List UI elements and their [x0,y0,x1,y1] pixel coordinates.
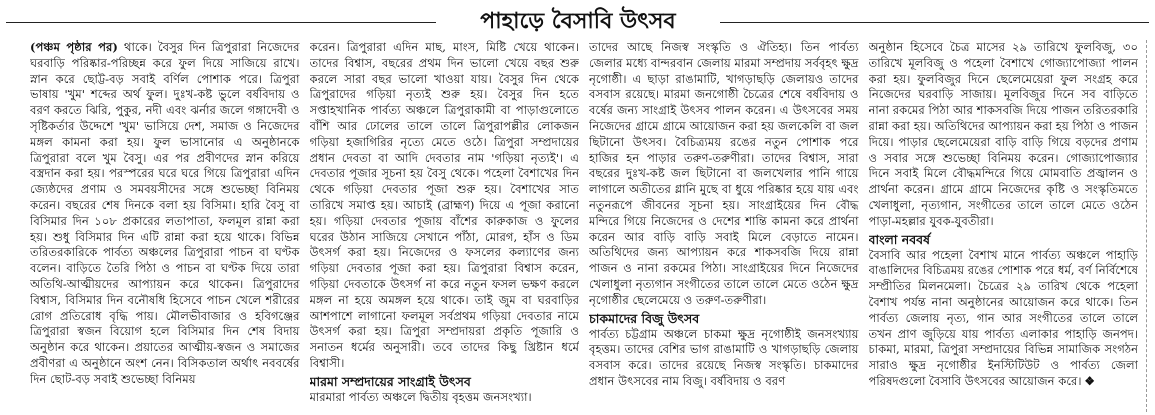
article-column-3 [589,40,859,412]
column-4-text-2: বৈসাবি আর পহেলা বৈশাখ মানে পার্বত্য অঞ্চলে পাহাড়ি বাঙালিদের বিচিত্রময় রঙের পোশাক পরে ধর্ম, বর্ণ নির্বিশেষে সম্প্রীতির মিলনমেলা। চৈত্রের ২৯ তারিখ থেকে পহেলা বৈশাখ পর্যন্ত নানা অনুষ্ঠানের আয়োজন করে থাকে। তিন পার্বত্য জেলায় নৃত্য, গান আর সংগীতের তালে তালে তখন প্রাণ জুড়িয়ে যায় পার্বত্য এলাকার পাহাড়ি জনপদ। চাকমা, মারমা, ত্রিপুরা সম্প্রদায়ের বিভিন্ন সামাজিক সংগঠন সারাও ক্ষুদ্র নৃগোষ্ঠীর ইনস্টিটিউট ও পার্বত্য জেলা পরিষদগুলো বৈসাবি উৎসবের আয়োজন করে। [868,247,1138,388]
column-1-text: থাকে। বৈসুর দিন ত্রিপুরারা নিজেদের ঘরবাড়ি পরিষ্কার-পরিচ্ছন্ন করে ফুল দিয়ে সাজিয়ে রাখে। স্নান করে ছোট্ট-বড় সবাই বর্ণিল পোশাক পরে। ত্রিপুরা ভাষায় 'খুম' শব্দের অর্থ ফুল। দুঃখ-কষ্ট ভুলে বর্ষবিদায় ও বরণ করতে ঝিরি, পুকুর, নদী এবং ঝর্নার জলে গঙ্গাদেবী ও সৃষ্টিকর্তার উদ্দেশে 'খুম' ভাসিয়ে দেশ, সমাজ ও নিজেদের মঙ্গল কামনা করা হয়। ফুল ভাসানোর এ অনুষ্ঠানকে ত্রিপুরারা বলে খুম বৈসু। এর পর প্রবীণদের স্নান করিয়ে বস্ত্রদান করা হয়। পরস্পরের ঘরে ঘরে গিয়ে ত্রিপুরারা এদিন জ্যেষ্ঠদের প্রণাম ও সমবয়সীদের সঙ্গে শুভেচ্ছা বিনিময় করেন। বছরের শেষ দিনকে বলা হয় বিসিমা। হারি বৈসু বা বিসিমার দিন ১০৮ প্রকারের লতাপাতা, ফলমূল রান্না করা হয়। শুধু বিসিমার দিন এটি রান্না করা হয়ে থাকে। বিভিন্ন তরিতরকারিকে পার্বত্য অঞ্চলের ত্রিপুরারা পাচন বা ঘণ্টক বলেন। বাড়িতে তৈরি পিঠা ও পাচন বা ঘণ্টক দিয়ে তারা অতিথি-আত্মীয়দের আপ্যায়ন করে থাকেন। ত্রিপুরাদের বিশ্বাস, বিসিমার দিন বনৌষধি হিসেবে পাচন খেলে শরীরের রোগ প্রতিরোধ বৃদ্ধি পায়। মৌলভীবাজার ও হবিগঞ্জের ত্রিপুরারা স্বজন বিয়োগ হলে বিসিমার দিন শেষ বিদায় অনুষ্ঠান করে থাকেন। প্রয়াতের আত্মীয়-স্বজন ও সমাজের প্রবীণরা এ অনুষ্ঠানে অংশ নেন। বিসিকতাল অর্থাৎ নববর্ষের দিন ছোট-বড় সবাই শুভেচ্ছা বিনিময় [30,40,300,386]
column-3-paragraph-2: পার্বত্য চট্টগ্রাম অঞ্চলে চাকমা ক্ষুদ্র নৃগোষ্ঠীই জনসংখ্যায় বৃহত্তম। তাদের বেশির ভাগ রাঙামাটি ও খাগড়াছড়ি জেলায় বসবাস করে। তাদের রয়েছে নিজস্ব সংস্কৃতি। চাকমাদের প্রধান উৎসবের নাম বিজু। বর্ষবিদায় ও বরণ [589,326,859,388]
article-end-icon: ❖ [1084,373,1095,388]
column-2-paragraph: করেন। ত্রিপুরারা এদিন মাছ, মাংস, মিষ্টি খেয়ে থাকেন। তাদের বিশ্বাস, বছরের প্রথম দিন ভালো খেয়ে বছর শুরু করলে সারা বছর ভালো খাওয়া যায়। বৈসুর দিন থেকে ত্রিপুরাদের গড়িয়া নৃত্যই শুরু হয়। বৈসুর দিন হতে সপ্তাহখানিক পার্বত্য অঞ্চলে ত্রিপুরাকামী বা পাড়াগুলোতে বাঁশি আর ঢোলের তালে তালে ত্রিপুরাপল্লীর লোকজন গড়িয়া হজাগিরির নৃত্যে মেতে ওঠে। ত্রিপুরা সম্প্রদায়ের প্রধান দেবতা বা আদি দেবতার নাম 'গড়িয়া নৃত্যই'। এ দেবতার পূজার সূচনা হয় বৈসু থেকে। পহেলা বৈশাখের দিন থেকে গড়িয়া দেবতার পূজা শুরু হয়। বৈশাখের সাত তারিখে সমাপ্ত হয়। আচাই (ব্রাহ্মণ) দিয়ে এ পূজা করানো হয়। গড়িয়া দেবতার পূজায় বাঁশের কারুকাজ ও ফুলের ঘরের উঠান সাজিয়ে সেখানে পাঁঠা, মোরগ, হাঁস ও ডিম উৎসর্গ করা হয়। নিজেদের ও ফসলের কল্যাণের জন্য গড়িয়া দেবতার পূজা করা হয়। ত্রিপুরারা বিশ্বাস করেন, গড়িয়া দেবতাকে উৎসর্গ না করে নতুন ফসল ভক্ষণ করলে মঙ্গল না হয়ে অমঙ্গল হয়ে থাকে। তাই জুম বা ঘরবাড়ির আশপাশে লাগানো ফলমূল সর্বপ্রথম গড়িয়া দেবতার নামে উৎসর্গ করা হয়। ত্রিপুরা সম্প্রদায়রা প্রকৃতি পূজারি ও সনাতন ধর্মের অনুসারী। তবে তাদের কিছু খ্রিষ্টান ধর্মে বিশ্বাসী। [309,40,579,370]
subhead-marma-sangrai: মারমা সম্প্রদায়ের সাংগ্রাই উৎসব [309,373,471,389]
column-4-paragraph-2 [869,248,1139,390]
headline-rule-left [6,22,436,23]
subhead-bangla-new-year: বাংলা নববর্ষ [868,231,931,247]
article-headline: পাহাড়ে বৈসাবি উৎসব [480,8,676,34]
subhead-chakma-biju: চাকমাদের বিজু উৎসব [589,310,700,326]
article-column-4 [869,40,1139,412]
headline-rule-right [720,22,1149,23]
article-column-2 [310,40,580,412]
article-column-1 [30,40,300,412]
article-columns [30,40,1138,412]
continued-from-marker: (পঞ্চম পৃষ্ঠার পর) [30,40,118,54]
headline-row [0,4,1155,38]
column-1-paragraph [30,40,300,388]
page-edge-rule [1146,40,1148,412]
column-3-paragraph: তাদের আছে নিজস্ব সংস্কৃতি ও ঐতিহ্য। তিন পার্বত্য জেলার মধ্যে বান্দরবান জেলায় মারমা সম্প্রদায় সর্ববৃহৎ ক্ষুদ্র নৃগোষ্ঠী। এ ছাড়া রাঙামাটি, খাগড়াছড়ি জেলায়ও তাদের বসবাস রয়েছে। মারমা জনগোষ্ঠী চৈত্রের শেষে বর্ষবিদায় ও বর্ষের জন্য সাংগ্রাই উৎসব পালন করেন। এ উৎসবের সময় নিজেদের গ্রামে গ্রামে আয়োজন করা হয় জলকেলি বা জল ছিটানো উৎসব। বৈচিত্র্যময় রঙের নতুন পোশাক পরে হাজির হন পাড়ার তরুণ-তরুণীরা। তাদের বিশ্বাস, সারা বছরের দুঃখ-কষ্ট জল ছিটানো বা জলখেলার পানি গায়ে লাগালে অতীতের গ্লানি মুছে বা ধুয়ে পরিষ্কার হয়ে যায় এবং নতুনরূপে জীবনের সূচনা হয়। সাংগ্রাইয়ের দিন বৌদ্ধ মন্দিরে গিয়ে নিজেদের ও দেশের শান্তি কামনা করে প্রার্থনা করেন আর বাড়ি বাড়ি সবাই মিলে বেড়াতে নামেন। অতিথিদের জন্য আপ্যায়ন করে শাকসবজি দিয়ে রান্না পাজন ও নানা রকমের পিঠা। সাংগ্রাইয়ের দিনে নিজেদের খেলাধুলা নৃত্যগান সংগীতের তালে তালে মেতে ওঠেন ক্ষুদ্র নৃগোষ্ঠীর ছেলেমেয়ে ও তরুণ-তরুণীরা। [589,40,859,307]
column-4-paragraph: অনুষ্ঠান হিসেবে চৈত্র মাসের ২৯ তারিখে ফুলবিজু, ৩০ তারিখে মূলবিজু ও পহেলা বৈশাখে গোজ্যাপোজ্যা পালন করা হয়। ফুলবিজুর দিনে ছেলেমেয়েরা ফুল সংগ্রহ করে নিজেদের ঘরবাড়ি সাজায়। মূলবিজুর দিনে সব বাড়িতে নানা রকমের পিঠা আর শাকসবজি দিয়ে পাজন তরিতরকারি রান্না করা হয়। অতিথিদের আপ্যায়ন করা হয় পিঠা ও পাজন দিয়ে। পাড়ার ছেলেমেয়েরা বাড়ি বাড়ি গিয়ে বড়দের প্রণাম ও সবার সঙ্গে শুভেচ্ছা বিনিময় করেন। গোজ্যাপোজ্যার দিনে সবাই মিলে বৌদ্ধমন্দিরে গিয়ে মোমবাতি প্রজ্বালন ও প্রার্থনা করেন। গ্রামে গ্রামে নিজেদের কৃষ্টি ও সংস্কৃতিমতে খেলাধুলা, নৃত্যগান, সংগীতের তালে তালে মেতে ওঠেন পাড়া-মহল্লার যুবক-যুবতীরা। [868,40,1138,228]
column-2-paragraph-2: মারমারা পার্বত্য অঞ্চলে দ্বিতীয় বৃহত্তম জনসংখ্যা। [309,389,532,404]
